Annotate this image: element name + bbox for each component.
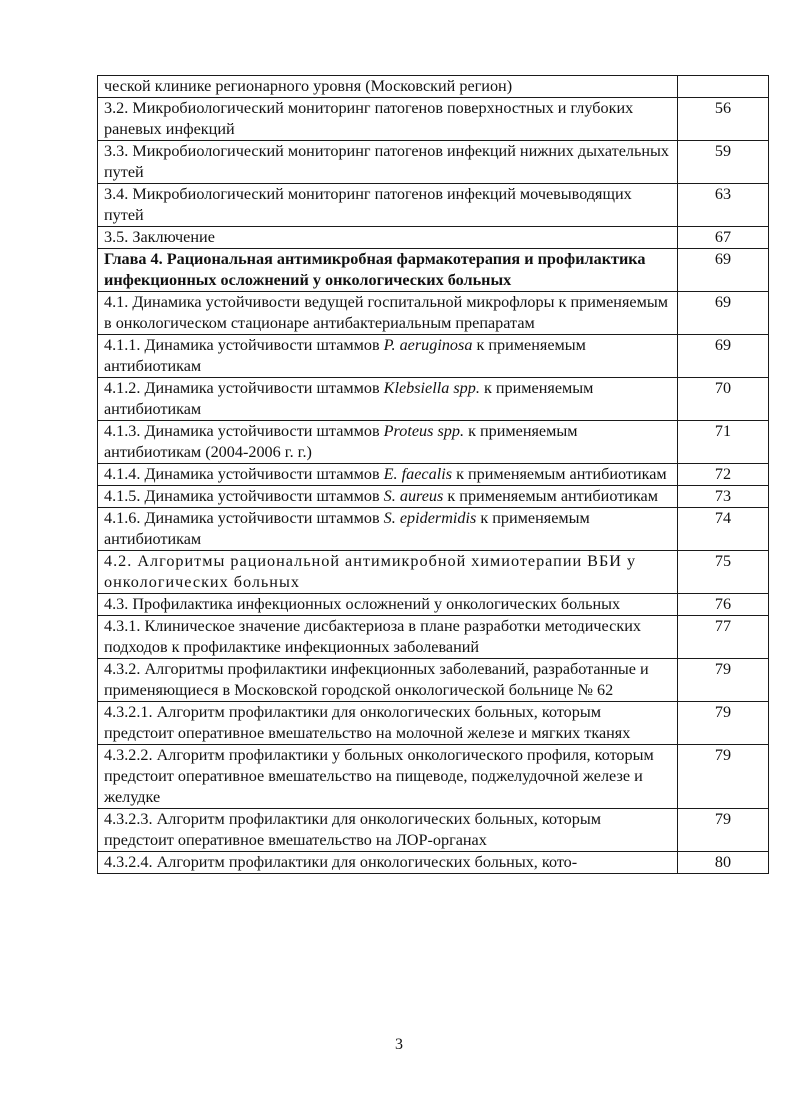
toc-page-number: 74 bbox=[678, 508, 769, 551]
toc-species-name: Proteus spp. bbox=[383, 422, 465, 440]
toc-entry-title bbox=[98, 551, 678, 594]
toc-page-number: 56 bbox=[678, 98, 769, 141]
toc-page-number: 63 bbox=[678, 184, 769, 227]
toc-entry-text: 3.4. Микробиологический мониторинг патогенов инфекций мочевыводящих путей bbox=[104, 185, 632, 224]
toc-entry-title bbox=[98, 335, 678, 378]
toc-entry-title bbox=[98, 486, 678, 508]
toc-row bbox=[98, 378, 769, 421]
toc-entry-text: к применяемым антибиотикам bbox=[452, 465, 667, 483]
toc-entry-text: 4.1. Динамика устойчивости ведущей госпитальной микрофлоры к применяемым в онкологическом стационаре антибактериальным препаратам bbox=[104, 293, 668, 332]
toc-entry-title bbox=[98, 141, 678, 184]
toc-row bbox=[98, 486, 769, 508]
toc-page-number: 67 bbox=[678, 227, 769, 249]
toc-entry-text: 4.3.2.2. Алгоритм профилактики у больных онкологического профиля, которым предстоит оперативное вмешательство на пищеводе, поджелудочной железе и желудке bbox=[104, 746, 654, 806]
toc-entry-text: 4.3.2.4. Алгоритм профилактики для онкологических больных, кото- bbox=[104, 853, 578, 871]
toc-row bbox=[98, 76, 769, 98]
toc-row bbox=[98, 852, 769, 874]
toc-entry-title bbox=[98, 98, 678, 141]
toc-entry-text: 4.1.6. Динамика устойчивости штаммов bbox=[104, 509, 384, 527]
toc-entry-title bbox=[98, 745, 678, 809]
toc-species-name: S. epidermidis bbox=[383, 509, 477, 527]
toc-entry-text: к применяемым антибиотикам (2004-2006 г. г.) bbox=[104, 422, 578, 461]
toc-entry-text: к применяемым антибиотикам bbox=[443, 487, 658, 505]
toc-entry-text: 4.1.3. Динамика устойчивости штаммов bbox=[104, 422, 384, 440]
toc-row bbox=[98, 292, 769, 335]
toc-row bbox=[98, 335, 769, 378]
toc-entry-title bbox=[98, 227, 678, 249]
toc-row bbox=[98, 421, 769, 464]
toc-entry-text: 4.2. Алгоритмы рациональной антимикробной химиотерапии ВБИ у онкологических больных bbox=[104, 552, 637, 591]
toc-row bbox=[98, 141, 769, 184]
toc-entry-text: 4.3.1. Клиническое значение дисбактериоза в плане разработки методических подходов к профилактике инфекционных заболеваний bbox=[104, 617, 641, 656]
toc-entry-text: к применяемым антибиотикам bbox=[104, 509, 590, 548]
toc-entry-text: 4.3.2.3. Алгоритм профилактики для онкологических больных, которым предстоит оперативное вмешательство на ЛОР-органах bbox=[104, 810, 601, 849]
toc-page-number: 79 bbox=[678, 702, 769, 745]
toc-entry-text: к применяемым антибиотикам bbox=[104, 379, 594, 418]
toc-entry-title bbox=[98, 659, 678, 702]
toc-entry-title bbox=[98, 852, 678, 874]
toc-row bbox=[98, 551, 769, 594]
toc-entry-text: 4.3.2. Алгоритмы профилактики инфекционных заболеваний, разработанные и применяющиеся в Московской городской онкологической больнице № 62 bbox=[104, 660, 649, 699]
toc-page-number: 73 bbox=[678, 486, 769, 508]
toc-species-name: Klebsiella spp. bbox=[383, 379, 480, 397]
toc-page-number bbox=[678, 76, 769, 98]
toc-entry-title bbox=[98, 702, 678, 745]
table-of-contents bbox=[97, 75, 769, 874]
toc-page-number: 71 bbox=[678, 421, 769, 464]
toc-page-number: 75 bbox=[678, 551, 769, 594]
toc-row bbox=[98, 745, 769, 809]
toc-row bbox=[98, 616, 769, 659]
toc-chapter-label: Глава 4. bbox=[104, 250, 163, 268]
toc-row bbox=[98, 702, 769, 745]
toc-entry-title bbox=[98, 508, 678, 551]
toc-entry-title bbox=[98, 464, 678, 486]
toc-entry-text: Рациональная антимикробная фармакотерапия и профилактика инфекционных осложнений у онкологических больных bbox=[104, 250, 646, 289]
toc-page-number: 69 bbox=[678, 335, 769, 378]
toc-entry-title bbox=[98, 292, 678, 335]
toc-entry-text: 4.3.2.1. Алгоритм профилактики для онкологических больных, которым предстоит оперативное вмешательство на молочной железе и мягких тканях bbox=[104, 703, 631, 742]
toc-entry-title bbox=[98, 594, 678, 616]
toc-species-name: S. aureus bbox=[383, 487, 444, 505]
toc-page-number: 77 bbox=[678, 616, 769, 659]
toc-row bbox=[98, 809, 769, 852]
toc-row bbox=[98, 249, 769, 292]
toc-page-number: 72 bbox=[678, 464, 769, 486]
toc-entry-title bbox=[98, 249, 678, 292]
toc-page-number: 59 bbox=[678, 141, 769, 184]
toc-entry-text: 4.1.4. Динамика устойчивости штаммов bbox=[104, 465, 384, 483]
toc-row bbox=[98, 98, 769, 141]
toc-page-number: 79 bbox=[678, 745, 769, 809]
toc-entry-text: 4.1.1. Динамика устойчивости штаммов bbox=[104, 336, 384, 354]
toc-entry-title bbox=[98, 421, 678, 464]
toc-entry-title bbox=[98, 184, 678, 227]
toc-page-number: 80 bbox=[678, 852, 769, 874]
toc-row bbox=[98, 508, 769, 551]
toc-entry-text: 3.3. Микробиологический мониторинг патогенов инфекций нижних дыхательных путей bbox=[104, 142, 669, 181]
toc-entry-title bbox=[98, 76, 678, 98]
page-number: 3 bbox=[395, 1036, 403, 1053]
toc-entry-title bbox=[98, 378, 678, 421]
toc-entry-title bbox=[98, 616, 678, 659]
toc-page-number: 69 bbox=[678, 249, 769, 292]
toc-page-number: 79 bbox=[678, 809, 769, 852]
toc-page-number: 70 bbox=[678, 378, 769, 421]
toc-page-number: 79 bbox=[678, 659, 769, 702]
toc-row bbox=[98, 659, 769, 702]
toc-row bbox=[98, 464, 769, 486]
toc-row bbox=[98, 594, 769, 616]
toc-page-number: 69 bbox=[678, 292, 769, 335]
toc-entry-title bbox=[98, 809, 678, 852]
toc-entry-text: 3.2. Микробиологический мониторинг патогенов поверхностных и глубоких раневых инфекций bbox=[104, 99, 634, 138]
toc-entry-text: 4.3. Профилактика инфекционных осложнений у онкологических больных bbox=[104, 595, 621, 613]
toc-page-number: 76 bbox=[678, 594, 769, 616]
toc-row bbox=[98, 227, 769, 249]
toc-entry-text: ческой клинике регионарного уровня (Московский регион) bbox=[104, 77, 513, 95]
toc-row bbox=[98, 184, 769, 227]
toc-entry-text: 4.1.2. Динамика устойчивости штаммов bbox=[104, 379, 384, 397]
toc-entry-text: к применяемым антибиотикам bbox=[104, 336, 586, 375]
toc-species-name: E. faecalis bbox=[383, 465, 453, 483]
toc-species-name: P. aeruginosa bbox=[383, 336, 473, 354]
toc-entry-text: 3.5. Заключение bbox=[104, 228, 215, 246]
toc-entry-text: 4.1.5. Динамика устойчивости штаммов bbox=[104, 487, 384, 505]
